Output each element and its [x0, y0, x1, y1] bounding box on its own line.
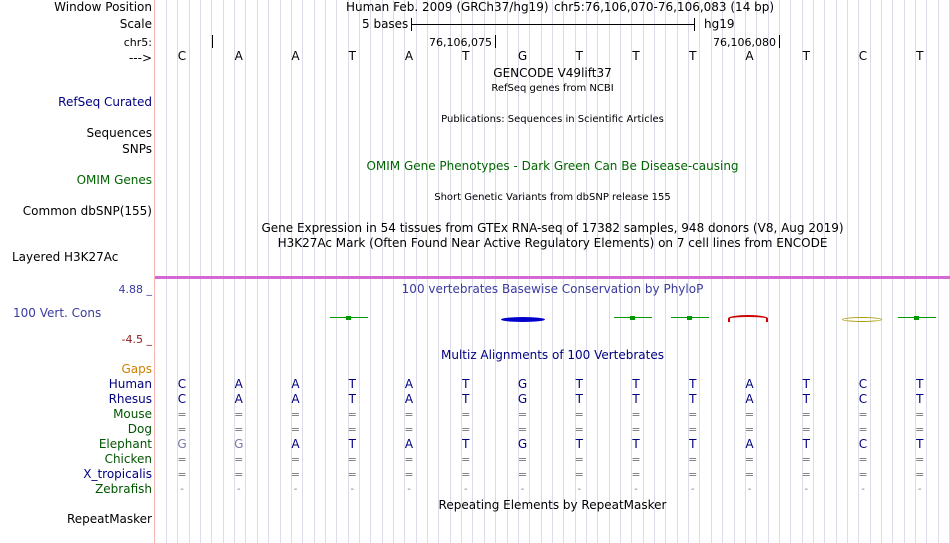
alignment-base: =	[915, 423, 925, 436]
sequences-label[interactable]: Sequences	[86, 126, 152, 140]
dbsnp-label[interactable]: Common dbSNP(155)	[22, 204, 152, 218]
alignment-base: =	[517, 468, 528, 481]
alignment-base: -	[917, 484, 922, 495]
alignment-base: A	[404, 392, 414, 406]
alignment-base: =	[688, 453, 698, 466]
alignment-base: =	[461, 453, 471, 466]
sequence-base: T	[462, 49, 470, 63]
alignment-base: A	[745, 437, 754, 451]
sequence-base: T	[575, 49, 583, 63]
logo-3-mark	[630, 316, 635, 320]
alignment-base: -	[293, 484, 298, 495]
alignment-base: =	[347, 453, 357, 466]
sequence-base: T	[632, 49, 640, 63]
alignment-base: C	[177, 377, 187, 391]
alignment-base: -	[690, 484, 695, 495]
ruler-tick-1	[495, 35, 496, 48]
alignment-base: =	[177, 468, 187, 481]
repeat-title: Repeating Elements by RepeatMasker	[438, 498, 667, 512]
sequence-base: T	[916, 49, 924, 63]
alignment-base: =	[858, 453, 868, 466]
alignment-base: =	[574, 468, 584, 481]
species-label-dog[interactable]: Dog	[127, 422, 152, 436]
alignment-base: T	[575, 392, 583, 406]
ruler-label-1: 76,106,075	[429, 36, 492, 49]
ruler-tick-2	[779, 35, 780, 48]
sequence-base: C	[177, 49, 187, 63]
alignment-base: T	[575, 377, 583, 391]
scale-label: Scale	[119, 17, 152, 31]
alignment-base: =	[744, 468, 755, 481]
alignment-base: =	[631, 453, 641, 466]
track-separator	[155, 276, 950, 279]
position-text: chr5:76,106,070-76,106,083 (14 bp)	[554, 0, 775, 14]
alignment-base: T	[689, 437, 697, 451]
logo-7-mark	[914, 316, 919, 320]
alignment-base: =	[688, 408, 698, 421]
alignment-base: =	[404, 423, 414, 436]
alignment-base: A	[234, 392, 243, 406]
alignment-base: =	[517, 423, 528, 436]
cons-label[interactable]: 100 Vert. Cons	[13, 306, 102, 320]
alignment-base: A	[291, 377, 300, 391]
alignment-base: =	[404, 468, 414, 481]
alignment-base: C	[858, 437, 868, 451]
alignment-base: A	[404, 377, 414, 391]
snps-label[interactable]: SNPs	[122, 142, 152, 156]
alignment-base: =	[801, 453, 811, 466]
alignment-base: C	[858, 392, 868, 406]
alignment-base: C	[858, 377, 868, 391]
alignment-base: =	[744, 408, 755, 421]
alignment-base: =	[915, 453, 925, 466]
ruler-tick-start	[212, 35, 213, 48]
species-label-mouse[interactable]: Mouse	[113, 407, 152, 421]
species-label-zebrafish[interactable]: Zebrafish	[95, 482, 152, 496]
sequence-base: T	[689, 49, 697, 63]
alignment-base: -	[804, 484, 809, 495]
alignment-base: T	[348, 392, 356, 406]
alignment-base: T	[632, 437, 640, 451]
window-position-label: Window Position	[54, 0, 152, 14]
alignment-base: =	[347, 408, 357, 421]
logo-4-mark	[687, 316, 692, 320]
alignment-base: =	[858, 423, 868, 436]
alignment-base: =	[461, 408, 471, 421]
alignment-base: G	[517, 437, 528, 451]
alignment-base: G	[517, 377, 528, 391]
species-label-rhesus[interactable]: Rhesus	[108, 392, 152, 406]
assembly-text: Human Feb. 2009 (GRCh37/hg19)	[346, 0, 549, 14]
alignment-base: T	[802, 392, 810, 406]
alignment-base: =	[915, 468, 925, 481]
alignment-base: =	[177, 408, 187, 421]
alignment-base: =	[461, 468, 471, 481]
alignment-base: -	[180, 484, 184, 495]
alignment-base: =	[574, 408, 584, 421]
alignment-base: T	[462, 377, 470, 391]
alignment-base: T	[916, 392, 924, 406]
db-text: hg19	[704, 17, 735, 31]
alignment-base: =	[290, 408, 301, 421]
alignment-base: T	[632, 392, 640, 406]
h3k27-label[interactable]: Layered H3K27Ac	[12, 250, 119, 264]
alignment-base: T	[802, 377, 810, 391]
alignment-base: =	[744, 453, 755, 466]
alignment-base: -	[520, 484, 525, 495]
alignment-base: =	[574, 453, 584, 466]
alignment-base: -	[463, 484, 468, 495]
scale-text: 5 bases	[362, 17, 409, 31]
alignment-base: T	[575, 437, 583, 451]
gaps-label[interactable]: Gaps	[121, 362, 152, 376]
alignment-base: =	[801, 408, 811, 421]
sequence-base: G	[517, 49, 528, 63]
alignment-base: G	[177, 437, 187, 451]
ruler-label-2: 76,106,080	[713, 36, 776, 49]
cons-max-label: 4.88 _	[118, 283, 152, 296]
alignment-base: =	[404, 408, 414, 421]
alignment-base: =	[177, 453, 187, 466]
alignment-base: A	[404, 437, 414, 451]
sequence-base: A	[234, 49, 243, 63]
scale-bar	[411, 24, 694, 25]
alignment-base: =	[517, 453, 528, 466]
alignment-base: T	[916, 437, 924, 451]
chrom-label: chr5:	[123, 36, 152, 49]
alignment-base: G	[234, 437, 244, 451]
sequence-base: T	[348, 49, 356, 63]
repeat-label[interactable]: RepeatMasker	[66, 512, 152, 526]
gtex-title: Gene Expression in 54 tissues from GTEx RNA-seq of 17382 samples, 948 donors (V8, Aug 2019)	[261, 221, 844, 235]
sequence-base: C	[858, 49, 868, 63]
dbsnp-title: Short Genetic Variants from dbSNP release 155	[434, 192, 671, 203]
alignment-base: =	[290, 423, 301, 436]
alignment-base: A	[234, 377, 243, 391]
alignment-base: =	[631, 468, 641, 481]
species-label-chicken[interactable]: Chicken	[104, 452, 152, 466]
alignment-base: =	[347, 423, 357, 436]
multiz-title: Multiz Alignments of 100 Vertebrates	[440, 348, 665, 362]
alignment-base: T	[632, 377, 640, 391]
alignment-base: =	[347, 468, 357, 481]
alignment-base: =	[517, 408, 528, 421]
alignment-base: =	[688, 468, 698, 481]
alignment-base: =	[858, 468, 868, 481]
publications-title: Publications: Sequences in Scientific Articles	[441, 114, 664, 125]
logo-2-icon	[501, 317, 545, 322]
alignment-base: T	[916, 377, 924, 391]
sequence-base: A	[745, 49, 754, 63]
alignment-base: A	[291, 437, 300, 451]
omim-title: OMIM Gene Phenotypes - Dark Green Can Be Disease-causing	[366, 159, 739, 173]
alignment-base: =	[631, 423, 641, 436]
alignment-base: T	[689, 392, 697, 406]
sequence-base: T	[802, 49, 810, 63]
alignment-base: -	[577, 484, 582, 495]
alignment-base: T	[348, 437, 356, 451]
alignment-base: T	[348, 377, 356, 391]
alignment-base: C	[177, 392, 187, 406]
alignment-base: A	[745, 392, 754, 406]
refseq-subtitle: RefSeq genes from NCBI	[491, 83, 614, 94]
scale-bar-right-tick	[694, 18, 695, 31]
alignment-base: =	[177, 423, 187, 436]
alignment-base: =	[574, 423, 584, 436]
alignment-base: =	[234, 423, 244, 436]
alignment-base: -	[236, 484, 241, 495]
alignment-base: =	[915, 408, 925, 421]
alignment-base: =	[404, 453, 414, 466]
alignment-base: =	[234, 453, 244, 466]
alignment-base: -	[407, 484, 411, 495]
alignment-base: =	[801, 468, 811, 481]
cons-min-label: -4.5 _	[121, 333, 152, 346]
alignment-base: =	[688, 423, 698, 436]
alignment-base: -	[861, 484, 865, 495]
refseq-label[interactable]: RefSeq Curated	[58, 95, 152, 109]
alignment-base: T	[462, 437, 470, 451]
scale-bar-left-tick	[411, 18, 412, 31]
alignment-base: T	[802, 437, 810, 451]
logo-1-mark	[346, 316, 351, 320]
alignment-base: T	[462, 392, 470, 406]
alignment-base: -	[747, 484, 752, 495]
alignment-base: G	[517, 392, 528, 406]
strand-label[interactable]: --->	[128, 51, 152, 65]
alignment-base: A	[745, 377, 754, 391]
alignment-base: =	[234, 468, 244, 481]
species-label-x_tropicalis[interactable]: X_tropicalis	[83, 467, 152, 481]
alignment-base: =	[290, 468, 301, 481]
gencode-track-title[interactable]: GENCODE V49lift37	[493, 66, 612, 80]
alignment-base: =	[631, 408, 641, 421]
logo-6-icon	[842, 317, 882, 322]
species-label-elephant[interactable]: Elephant	[98, 437, 152, 451]
species-label-human[interactable]: Human	[108, 377, 152, 391]
alignment-base: -	[634, 484, 638, 495]
logo-5-icon	[728, 315, 768, 322]
h3k27-title: H3K27Ac Mark (Often Found Near Active Regulatory Elements) on 7 cell lines from ENCODE	[277, 236, 828, 250]
cons-title: 100 vertebrates Basewise Conservation by PhyloP	[401, 282, 704, 296]
alignment-base: =	[858, 408, 868, 421]
alignment-base: =	[290, 453, 301, 466]
alignment-base: =	[744, 423, 755, 436]
alignment-base: A	[291, 392, 300, 406]
alignment-base: =	[801, 423, 811, 436]
omim-label[interactable]: OMIM Genes	[76, 173, 152, 187]
alignment-base: T	[689, 377, 697, 391]
alignment-base: =	[234, 408, 244, 421]
sequence-base: A	[291, 49, 300, 63]
sequence-base: A	[404, 49, 414, 63]
alignment-base: =	[461, 423, 471, 436]
alignment-base: -	[350, 484, 355, 495]
